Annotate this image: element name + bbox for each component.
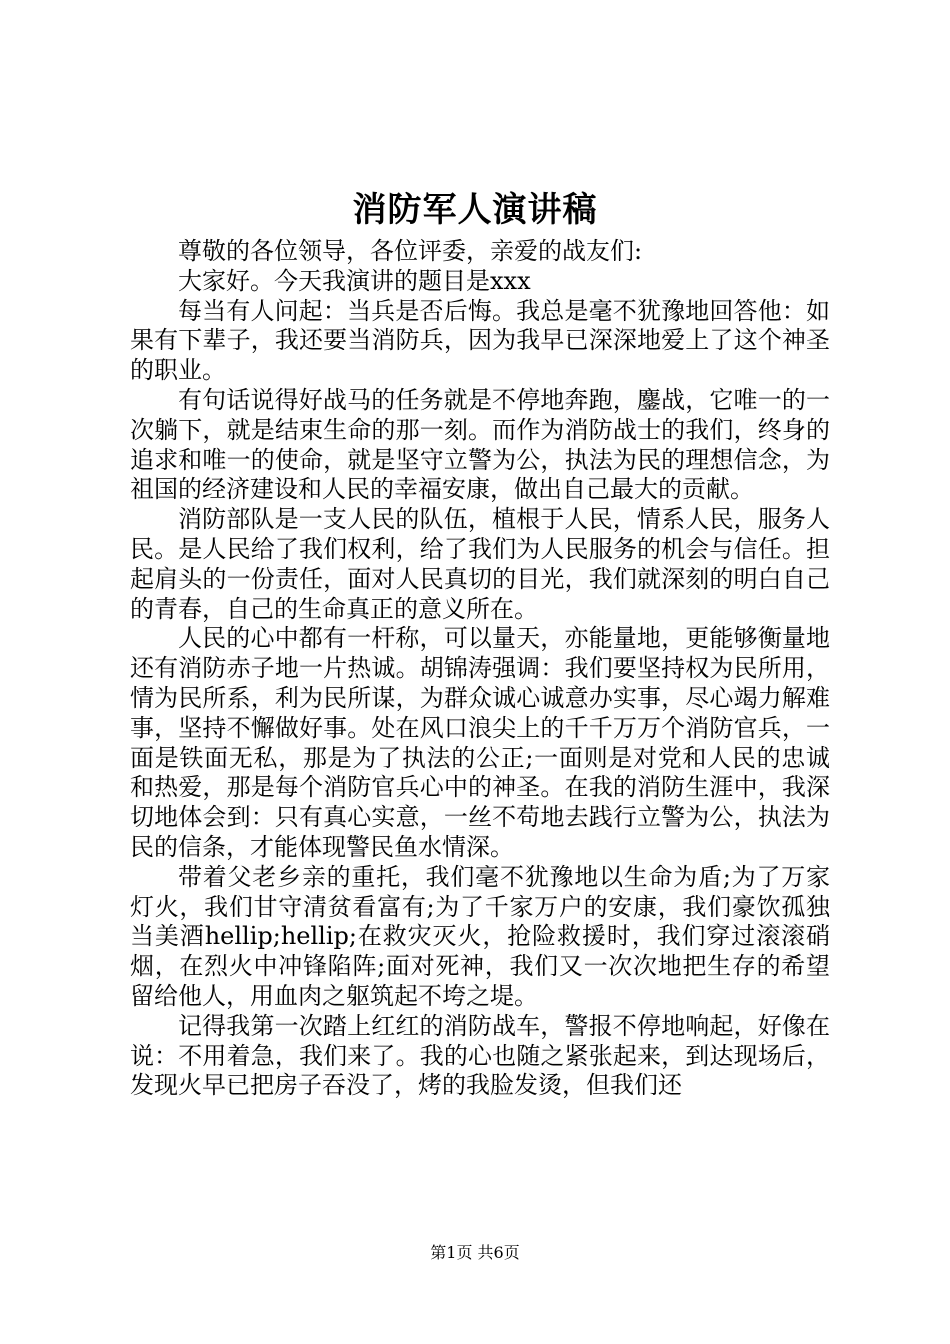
document-title: 消防军人演讲稿	[352, 190, 598, 230]
page-number-footer: 第1页 共6页	[430, 1243, 520, 1262]
paragraph: 人民的心中都有一杆称，可以量天，亦能量地，更能够衡量地还有消防赤子地一片热诚。胡锦涛强调：我们要坚持权为民所用，情为民所系，利为民所谋，为群众诚心诚意办实事，尽心竭力解难事，坚持不懈做好事。处在风口浪尖上的千千万万个消防官兵，一面是铁面无私，那是为了执法的公正;一面则是对党和人民的忠诚和热爱，那是每个消防官兵心中的神圣。在我的消防生涯中，我深切地体会到：只有真心实意，一丝不苟地去践行立警为公，执法为民的信条，才能体现警民鱼水情深。	[130, 624, 830, 861]
paragraph: 带着父老乡亲的重托，我们毫不犹豫地以生命为盾;为了万家灯火，我们甘守清贫看富有;为了千家万户的安康，我们豪饮孤独当美酒hellip;hellip;在救灾灭火，抢险救援时，我们穿过滚滚硝烟，在烈火中冲锋陷阵;面对死神，我们又一次次地把生存的希望留给他人，用血肉之躯筑起不垮之堤。	[130, 862, 830, 1010]
paragraph-greeting: 尊敬的各位领导，各位评委，亲爱的战友们:	[178, 237, 643, 265]
document-body	[130, 237, 830, 1101]
paragraph: 每当有人问起：当兵是否后悔。我总是毫不犹豫地回答他：如果有下辈子，我还要当消防兵，因为我早已深深地爱上了这个神圣的职业。	[130, 296, 830, 385]
paragraph-topic: 大家好。今天我演讲的题目是xxx	[178, 266, 531, 295]
paragraph: 消防部队是一支人民的队伍，植根于人民，情系人民，服务人民。是人民给了我们权利，给了我们为人民服务的机会与信任。担起肩头的一份责任，面对人民真切的目光，我们就深刻的明白自己的青春，自己的生命真正的意义所在。	[130, 505, 830, 623]
paragraph: 有句话说得好战马的任务就是不停地奔跑，鏖战，它唯一的一次躺下，就是结束生命的那一刻。而作为消防战士的我们，终身的追求和唯一的使命，就是坚守立警为公，执法为民的理想信念，为祖国的经济建设和人民的幸福安康，做出自己最大的贡献。	[130, 385, 830, 504]
paragraph: 记得我第一次踏上红红的消防战车，警报不停地响起，好像在说：不用着急，我们来了。我的心也随之紧张起来，到达现场后，发现火早已把房子吞没了，烤的我脸发烫，但我们还	[130, 1011, 830, 1100]
